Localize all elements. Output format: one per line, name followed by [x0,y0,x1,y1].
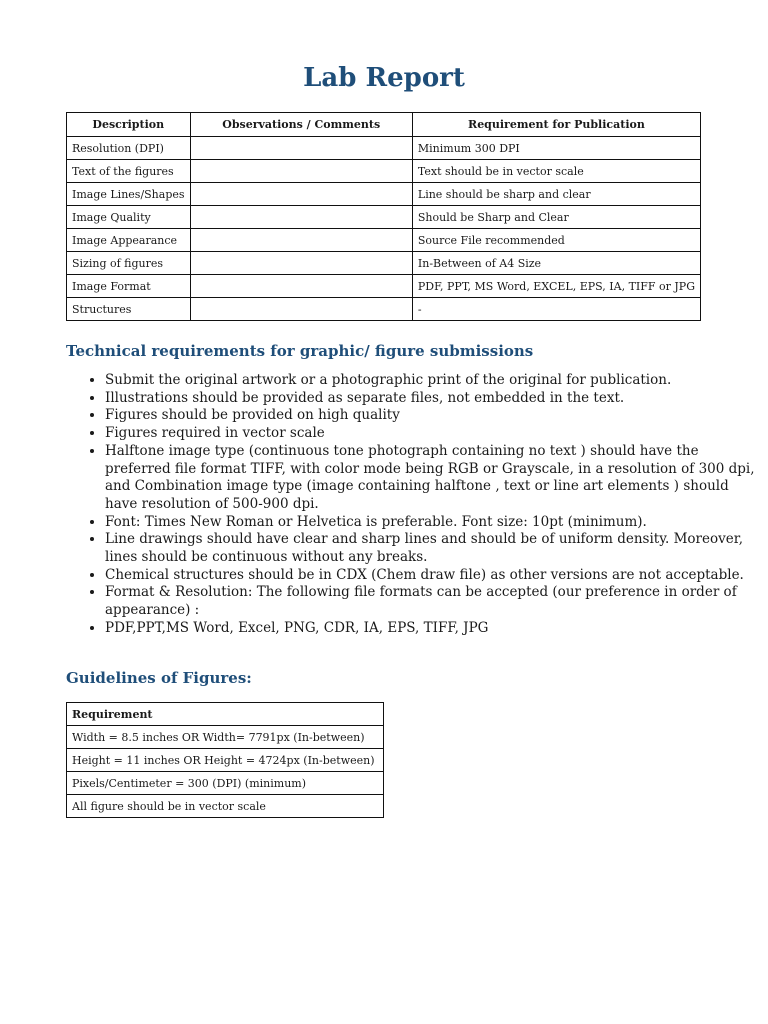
column-header-observations: Observations / Comments [190,113,412,137]
table-row [67,137,701,160]
guidelines-heading: Guidelines of Figures: [66,669,252,687]
column-header-requirement: Requirement for Publication [412,113,700,137]
cell-requirement: Minimum 300 DPI [412,137,700,160]
cell-guideline: Pixels/Centimeter = 300 (DPI) (minimum) [67,772,384,795]
cell-requirement: Text should be in vector scale [412,160,700,183]
cell-observation [190,137,412,160]
cell-observation [190,229,412,252]
table-row [67,749,384,772]
list-item: • Illustrations should be provided as separate files, not embedded in the text. [105,390,755,408]
table-row [67,252,701,275]
lab-report-table [66,112,701,321]
table-row [67,206,701,229]
list-item: • Halftone image type (continuous tone photograph containing no text ) should have the preferred file format TIFF, with color mode being RGB or Grayscale, in a resolution of 300 dpi, and Combination image type (image containing halftone , text or line art elements ) should have resolution of 500-900 dpi. [105,443,755,514]
cell-description: Sizing of figures [67,252,191,275]
cell-observation [190,252,412,275]
cell-guideline: Height = 11 inches OR Height = 4724px (In-between) [67,749,384,772]
guidelines-table [66,702,384,818]
list-item: • Figures required in vector scale [105,425,755,443]
cell-observation [190,160,412,183]
cell-observation [190,183,412,206]
cell-requirement: Should be Sharp and Clear [412,206,700,229]
technical-requirements-heading: Technical requirements for graphic/ figure submissions [66,342,534,360]
column-header-description: Description [67,113,191,137]
table-row [67,229,701,252]
table-row [67,772,384,795]
list-item: • Submit the original artwork or a photographic print of the original for publication. [105,372,755,390]
cell-description: Text of the figures [67,160,191,183]
table-row [67,298,701,321]
cell-description: Image Format [67,275,191,298]
page-title: Lab Report [303,63,465,93]
table-header-row [67,113,701,137]
table-row [67,183,701,206]
cell-guideline: Width = 8.5 inches OR Width= 7791px (In-between) [67,726,384,749]
cell-description: Structures [67,298,191,321]
cell-description: Image Quality [67,206,191,229]
list-item: • Figures should be provided on high quality [105,407,755,425]
table-row [67,795,384,818]
cell-guideline: All figure should be in vector scale [67,795,384,818]
cell-observation [190,206,412,229]
technical-requirements-list [66,372,755,638]
cell-description: Resolution (DPI) [67,137,191,160]
cell-requirement: In-Between of A4 Size [412,252,700,275]
cell-requirement: Source File recommended [412,229,700,252]
list-item: • PDF,PPT,MS Word, Excel, PNG, CDR, IA, EPS, TIFF, JPG [105,620,755,638]
column-header-requirement: Requirement [67,703,384,726]
cell-description: Image Lines/Shapes [67,183,191,206]
table-row [67,726,384,749]
table-row [67,160,701,183]
table-row [67,275,701,298]
list-item: • Line drawings should have clear and sharp lines and should be of uniform density. Moreover, lines should be continuous without any breaks. [105,531,755,566]
cell-description: Image Appearance [67,229,191,252]
cell-requirement: Line should be sharp and clear [412,183,700,206]
cell-observation [190,275,412,298]
table-header-row [67,703,384,726]
list-item: • Font: Times New Roman or Helvetica is preferable. Font size: 10pt (minimum). [105,514,755,532]
cell-requirement: PDF, PPT, MS Word, EXCEL, EPS, IA, TIFF or JPG [412,275,700,298]
cell-observation [190,298,412,321]
cell-requirement: - [412,298,700,321]
list-item: • Chemical structures should be in CDX (Chem draw file) as other versions are not acceptable. [105,567,755,585]
list-item: • Format & Resolution: The following file formats can be accepted (our preference in order of appearance) : [105,584,755,619]
